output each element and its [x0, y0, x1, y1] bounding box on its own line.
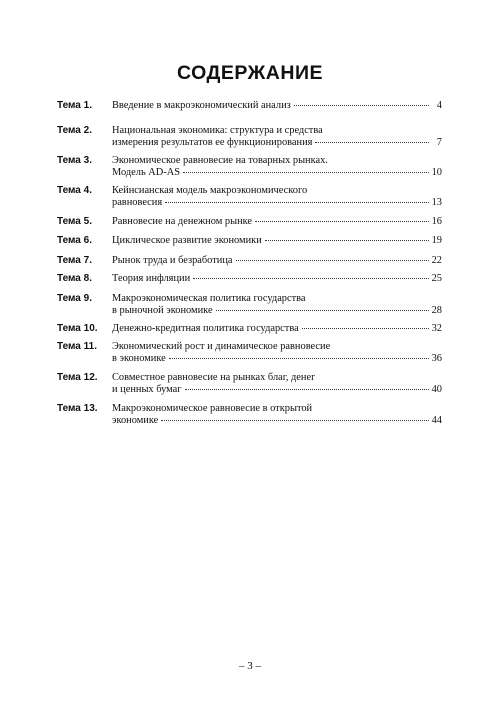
toc-entry-line — [112, 155, 442, 167]
toc-entry-page-number: 10 — [431, 167, 442, 178]
toc-entry-body — [112, 155, 442, 179]
toc-entry-page-number: 16 — [431, 216, 442, 227]
toc-entry — [57, 235, 442, 247]
toc-entry-body — [112, 235, 442, 247]
toc-entry-body — [112, 125, 442, 149]
toc-entry-line — [112, 185, 442, 197]
toc-entry-body — [112, 341, 442, 365]
dot-leader — [294, 105, 429, 106]
toc-entry — [57, 341, 442, 365]
toc-entry — [57, 323, 442, 335]
toc-entry-line — [112, 305, 442, 317]
toc-entry-page-number: 4 — [436, 100, 442, 111]
toc-entry-line — [112, 273, 442, 285]
toc-entry-body — [112, 216, 442, 228]
toc-entry-line — [112, 384, 442, 396]
toc-entry-title: Циклическое развитие экономики — [112, 235, 262, 246]
toc-entry-body — [112, 293, 442, 317]
toc-entry-title: в экономике — [112, 353, 166, 364]
dot-leader — [161, 420, 428, 421]
toc-entry-title: Экономическое равновесие на товарных рынках. — [112, 155, 328, 166]
toc-entry-title: и ценных бумаг — [112, 384, 182, 395]
dot-leader — [185, 389, 429, 390]
toc-entry — [57, 403, 442, 427]
toc-entry-line — [112, 293, 442, 305]
toc-entry-line — [112, 125, 442, 137]
toc-entry-line — [112, 323, 442, 335]
toc-entry-page-number: 19 — [431, 235, 442, 246]
toc-entry-line — [112, 167, 442, 179]
dot-leader — [169, 358, 429, 359]
toc-entry-body — [112, 100, 442, 112]
dot-leader — [255, 221, 429, 222]
toc-entry — [57, 185, 442, 209]
toc-entry-title: в рыночной экономике — [112, 305, 213, 316]
page-title: СОДЕРЖАНИЕ — [177, 62, 323, 84]
toc-entry-title: Национальная экономика: структура и средства — [112, 125, 323, 136]
toc-entry-label: Тема 1. — [57, 100, 92, 111]
toc-entry-label: Тема 7. — [57, 255, 92, 266]
toc-entry-title: Денежно-кредитная политика государства — [112, 323, 299, 334]
toc-entry — [57, 293, 442, 317]
dot-leader — [216, 310, 429, 311]
dot-leader — [315, 142, 429, 143]
toc-entry-title: Макроэкономическая политика государства — [112, 293, 306, 304]
toc-entry-label: Тема 4. — [57, 185, 92, 196]
toc-entry-title: Совместное равновесие на рынках благ, денег — [112, 372, 316, 383]
toc-entry-body — [112, 273, 442, 285]
toc-entry-page-number: 13 — [431, 197, 442, 208]
dot-leader — [193, 278, 428, 279]
toc-entry — [57, 155, 442, 179]
toc-entry-title: измерения результатов ее функционирования — [112, 137, 313, 148]
toc-entry — [57, 372, 442, 396]
toc-entry-page-number: 32 — [431, 323, 442, 334]
toc-entry-label: Тема 8. — [57, 273, 92, 284]
toc-entry-label: Тема 13. — [57, 403, 98, 414]
toc-entry-line — [112, 235, 442, 247]
toc-entry-title: Экономический рост и динамическое равновесие — [112, 341, 331, 352]
toc-entry — [57, 100, 442, 112]
toc-entry-title: Кейнсианская модель макроэкономического — [112, 185, 308, 196]
toc-entry-body — [112, 372, 442, 396]
dot-leader — [302, 328, 429, 329]
toc-entry-title: Введение в макроэкономический анализ — [112, 100, 291, 111]
dot-leader — [165, 202, 428, 203]
toc-entry-line — [112, 341, 442, 353]
toc-entry-page-number: 40 — [431, 384, 442, 395]
toc-entry-page-number: 7 — [436, 137, 442, 148]
toc-entry — [57, 255, 442, 267]
toc-entry-line — [112, 372, 442, 384]
toc-entry-line — [112, 197, 442, 209]
toc-entry-line — [112, 137, 442, 149]
toc-entry-line — [112, 255, 442, 267]
toc-entry-page-number: 36 — [431, 353, 442, 364]
toc-entry-label: Тема 6. — [57, 235, 92, 246]
toc-entry-page-number: 22 — [431, 255, 442, 266]
toc-entry-label: Тема 9. — [57, 293, 92, 304]
toc-entry-title: Макроэкономическое равновесие в открытой — [112, 403, 313, 414]
dot-leader — [183, 172, 429, 173]
toc-entry-body — [112, 255, 442, 267]
toc-entry-label: Тема 10. — [57, 323, 98, 334]
toc-entry-line — [112, 100, 442, 112]
toc-entry — [57, 125, 442, 149]
toc-entry-title: Равновесие на денежном рынке — [112, 216, 253, 227]
toc-entry-page-number: 28 — [431, 305, 442, 316]
toc-entry-label: Тема 2. — [57, 125, 92, 136]
toc-entry-page-number: 25 — [431, 273, 442, 284]
toc-entry-label: Тема 11. — [57, 341, 97, 352]
toc-entry-line — [112, 216, 442, 228]
toc-entry-label: Тема 12. — [57, 372, 98, 383]
toc-entry-line — [112, 403, 442, 415]
toc-entry-title: экономике — [112, 415, 159, 426]
toc-entry-title: Модель AD-AS — [112, 167, 181, 178]
toc-entry-line — [112, 353, 442, 365]
dot-leader — [265, 240, 429, 241]
toc-entry-title: равновесия — [112, 197, 163, 208]
toc-entry-body — [112, 403, 442, 427]
toc-entry — [57, 216, 442, 228]
toc-entry-line — [112, 415, 442, 427]
toc-entry — [57, 273, 442, 285]
page-number: – 3 – — [239, 660, 261, 672]
toc-entry-label: Тема 3. — [57, 155, 92, 166]
toc-entry-page-number: 44 — [431, 415, 442, 426]
dot-leader — [236, 260, 429, 261]
toc-entry-label: Тема 5. — [57, 216, 92, 227]
toc-entry-body — [112, 185, 442, 209]
toc-entry-title: Рынок труда и безработица — [112, 255, 233, 266]
toc-entry-body — [112, 323, 442, 335]
toc-entry-title: Теория инфляции — [112, 273, 191, 284]
